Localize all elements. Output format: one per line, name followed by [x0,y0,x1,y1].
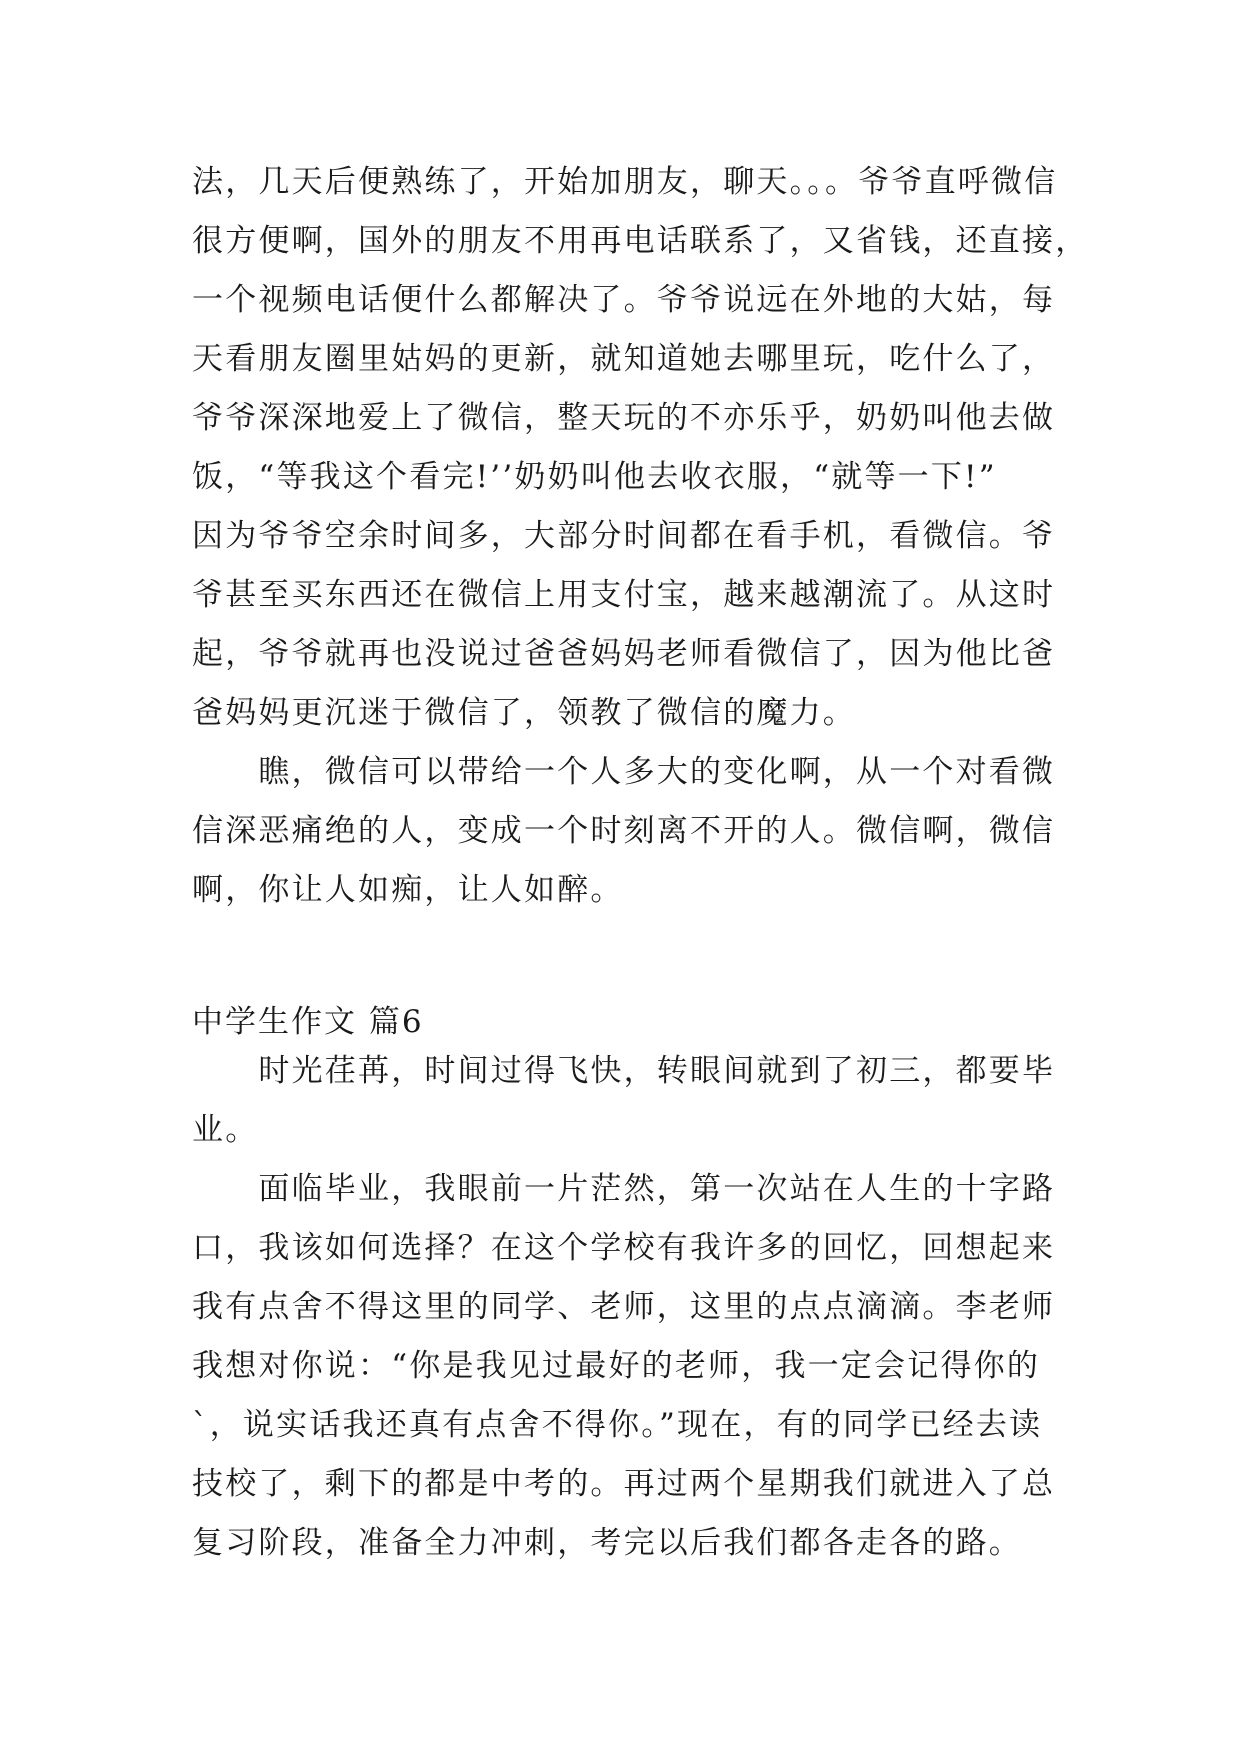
text-line: 技校了，剩下的都是中考的。再过两个星期我们就进入了总 [192,1466,1056,1502]
text-line: 口，我该如何选择？在这个学校有我许多的回忆，回想起来 [192,1230,1056,1266]
text-line: 爸妈妈更沉迷于微信了，领教了微信的魔力。 [192,695,856,731]
text-line: 面临毕业，我眼前一片茫然，第一次站在人生的十字路 [192,1171,1056,1207]
text-line: 瞧，微信可以带给一个人多大的变化啊，从一个对看微 [192,754,1056,790]
text-line: 爷甚至买东西还在微信上用支付宝，越来越潮流了。从这时 [192,577,1056,613]
document-page [192,162,1089,1582]
essay-continuation [192,162,1089,910]
text-line: 起，爷爷就再也没说过爸爸妈妈老师看微信了，因为他比爸 [192,636,1056,672]
text-line: 啊，你让人如痴，让人如醉。 [192,872,624,908]
text-line: 饭，“等我这个看完!’’奶奶叫他去收衣服，“就等一下!” [192,459,997,495]
text-line: 信深恶痛绝的人，变成一个时刻离不开的人。微信啊，微信 [192,813,1056,849]
text-line: 复习阶段，准备全力冲刺，考完以后我们都各走各的路。 [192,1525,1022,1561]
essay-section-6 [192,1051,1062,1563]
text-line: `，说实话我还真有点舍不得你。”现在，有的同学已经去读 [192,1407,1043,1443]
section-spacer [192,929,1062,1002]
text-line: 法，几天后便熟练了，开始加朋友，聊天。。。爷爷直呼微信 [192,164,1058,200]
text-line: 业。 [192,1112,259,1148]
section-title: 中学生作文 篇6 [192,1004,424,1040]
text-line: 我想对你说：“你是我见过最好的老师，我一定会记得你的 [192,1348,1041,1384]
text-line: 时光荏苒，时间过得飞快，转眼间就到了初三，都要毕 [192,1053,1056,1089]
text-line: 很方便啊，国外的朋友不用再电话联系了，又省钱，还直接， [192,223,1089,259]
text-line: 爷爷深深地爱上了微信，整天玩的不亦乐乎，奶奶叫他去做 [192,400,1056,436]
text-line: 天看朋友圈里姑妈的更新，就知道她去哪里玩，吃什么了， [192,341,1056,377]
text-line: 因为爷爷空余时间多，大部分时间都在看手机，看微信。爷 [192,518,1056,554]
title-spacer [192,1042,1062,1051]
text-line: 一个视频电话便什么都解决了。爷爷说远在外地的大姑，每 [192,282,1056,318]
text-line: 我有点舍不得这里的同学、老师，这里的点点滴滴。李老师 [192,1289,1056,1325]
